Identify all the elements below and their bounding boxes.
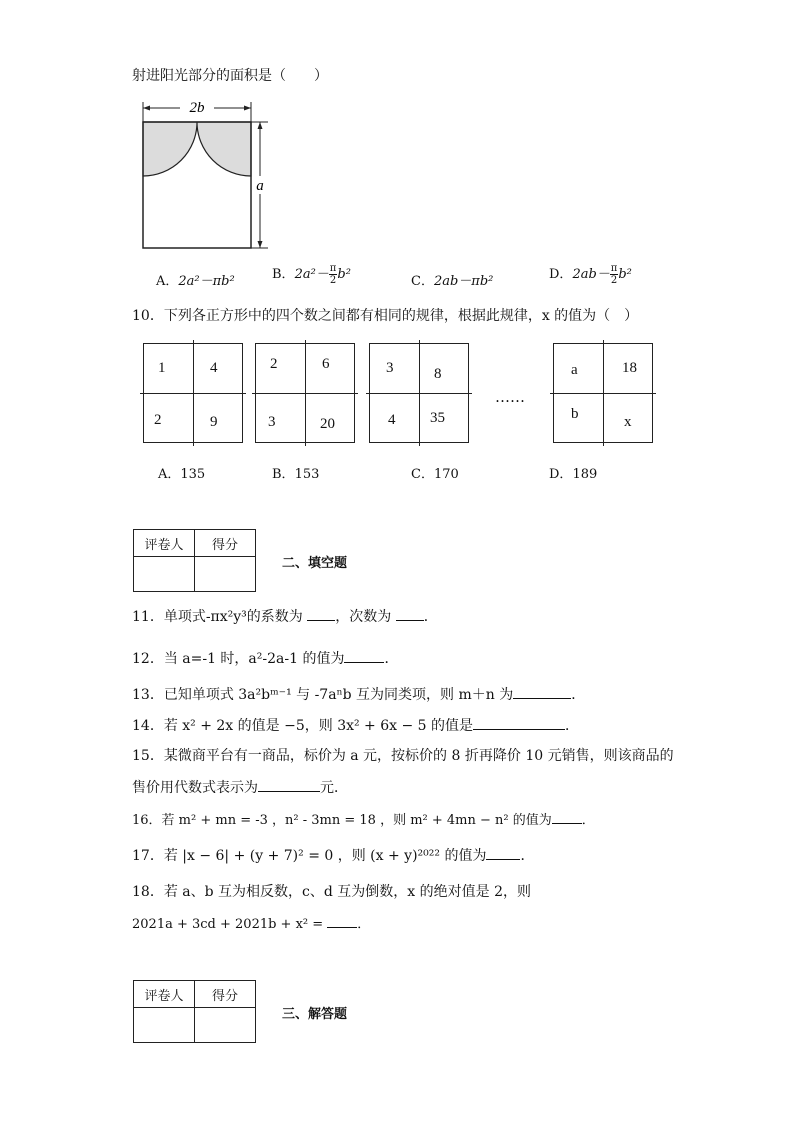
q9-stem: 射进阳光部分的面积是（ ） [132, 68, 328, 84]
q14: 14．若 x² + 2x 的值是 −5，则 3x² + 6x − 5 的值是 ． [132, 715, 579, 736]
score-header: 得分 [195, 530, 256, 557]
q10-option-b[interactable]: B．153 [272, 467, 320, 482]
sunlight-region [143, 122, 251, 176]
q10-option-d[interactable]: D．189 [549, 467, 598, 482]
cell-top-left: 1 [158, 360, 166, 376]
q10-stem: 10．下列各正方形中的四个数之间都有相同的规律，根据此规律，x 的值为（ ） [132, 308, 639, 324]
cell-bottom-left: 4 [388, 412, 396, 428]
cell-top-right: 8 [434, 366, 442, 382]
grader-cell[interactable] [134, 1008, 195, 1043]
dim-label-2b: 2b [189, 100, 205, 116]
q9-option-b[interactable]: B．2a²－ $\frac{\pi}{2}$ b² [272, 263, 351, 286]
number-square-2 [255, 343, 355, 443]
cell-bottom-left: 3 [268, 414, 276, 430]
answer-blank[interactable] [344, 648, 384, 663]
q10-option-a[interactable]: A．135 [158, 467, 206, 482]
cell-bottom-right: 20 [320, 416, 335, 432]
q17: 17．若 |x − 6| + (y + 7)² = 0 ，则 (x + y)²⁰²² 的值为 ． [132, 845, 534, 866]
section-title-fill-in: 二、填空题 [282, 556, 348, 571]
cell-top-right: 4 [210, 360, 218, 376]
number-square-3 [369, 343, 469, 443]
q15-line2: 售价用代数式表示为 元． [132, 777, 348, 798]
number-square-4 [553, 343, 653, 443]
cell-bottom-right: 9 [210, 414, 218, 430]
q11: 11．单项式-πx²y³的系数为 ，次数为 ． [132, 606, 438, 627]
score-cell[interactable] [195, 1008, 256, 1043]
dim-label-a: a [256, 178, 264, 194]
q9-figure [128, 96, 278, 256]
frac-pi-over-2: $\frac{\pi}{2}$ [610, 263, 618, 286]
q10-option-c[interactable]: C．170 [411, 467, 459, 482]
grader-cell[interactable] [134, 557, 195, 592]
grader-header: 评卷人 [134, 981, 195, 1008]
q9-option-a[interactable]: A．2a²－πb² [156, 274, 235, 289]
ellipsis: …… [495, 388, 525, 406]
cell-top-left: 3 [386, 360, 394, 376]
cell-bottom-left: b [571, 406, 579, 422]
frac-pi-over-2: $\frac{\pi}{2}$ [329, 263, 337, 286]
q9-option-d[interactable]: D．2ab－ $\frac{\pi}{2}$ b² [549, 263, 632, 286]
cell-bottom-right: x [624, 414, 632, 430]
q13: 13．已知单项式 3a²bᵐ⁻¹ 与 -7aⁿb 互为同类项，则 m＋n 为 ． [132, 684, 585, 705]
cell-bottom-right: 35 [430, 410, 445, 426]
cell-bottom-left: 2 [154, 412, 162, 428]
q15-line1: 15．某微商平台有一商品，标价为 a 元，按标价的 8 折再降价 10 元销售，则该商品的 [132, 748, 674, 764]
score-cell[interactable] [195, 557, 256, 592]
answer-blank[interactable] [258, 777, 320, 792]
answer-blank[interactable] [552, 809, 582, 824]
answer-blank[interactable] [486, 845, 520, 860]
number-square-1 [143, 343, 243, 443]
cell-top-right: 6 [322, 356, 330, 372]
score-table-section3 [133, 980, 256, 1043]
answer-blank[interactable] [513, 684, 571, 699]
cell-top-right: 18 [622, 360, 637, 376]
grader-header: 评卷人 [134, 530, 195, 557]
q18-line2: 2021a + 3cd + 2021b + x² = ． [132, 913, 370, 935]
q18-line1: 18．若 a、b 互为相反数，c、d 互为倒数，x 的绝对值是 2，则 [132, 884, 531, 900]
cell-top-left: 2 [270, 356, 278, 372]
answer-blank[interactable] [327, 913, 357, 928]
score-table-section2 [133, 529, 256, 592]
cell-top-left: a [571, 362, 578, 378]
answer-blank[interactable] [396, 606, 424, 621]
answer-blank[interactable] [473, 715, 565, 730]
q9-option-c[interactable]: C．2ab－πb² [411, 274, 494, 289]
section-title-solve: 三、解答题 [282, 1007, 348, 1022]
score-header: 得分 [195, 981, 256, 1008]
q16: 16．若 m² + mn = -3 ，n² - 3mn = 18 ，则 m² + 4mn − n² 的值为 ． [132, 809, 595, 831]
q12: 12．当 a=-1 时，a²-2a-1 的值为 ． [132, 648, 398, 669]
answer-blank[interactable] [307, 606, 335, 621]
